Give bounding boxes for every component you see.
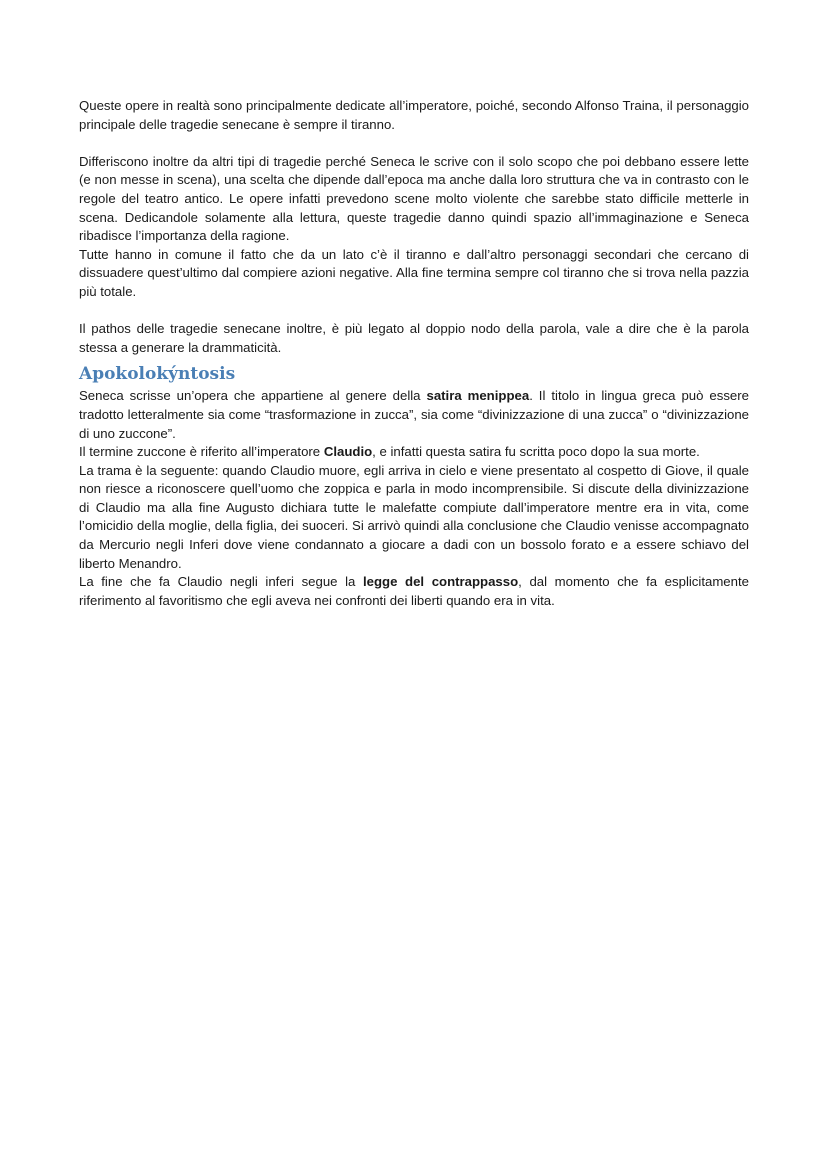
- paragraph-contrappasso: [79, 573, 749, 610]
- text-run: , e infatti questa satira fu scritta poco dopo la sua morte.: [372, 444, 700, 460]
- text-run: . Il titolo in lingua greca può essere tradotto letteralmente sia come “trasformazione in zucca”, sia come “divinizzazione di una zucca” o “divinizzazione di uno zuccone”.: [79, 388, 749, 441]
- text-run: Il termine zuccone è riferito all’imperatore: [79, 444, 324, 460]
- paragraph-differiscono: Differiscono inoltre da altri tipi di tragedie perché Seneca le scrive con il solo scopo che poi debbano essere lette (e non messe in scena), una scelta che dipende dall’epoca ma anche dalla loro struttura che va in contrasto con le regole del teatro antico. Le opere infatti prevedono scene molto violente che sarebbe stato difficile metterle in scena. Dedicandole solamente alla lettura, queste tragedie danno quindi spazio all’immaginazione e Seneca ribadisce l’importanza della ragione.: [79, 153, 749, 244]
- paragraph-pathos: Il pathos delle tragedie senecane inoltre, è più legato al doppio nodo della parola, vale a dire che è la parola stessa a generare la drammaticità.: [79, 321, 749, 355]
- paragraph-tiranno: Tutte hanno in comune il fatto che da un lato c’è il tiranno e dall’altro personaggi secondari che cercano di dissuadere quest’ultimo dal compiere azioni negative. Alla fine termina sempre col tiranno che si trova nella pazzia più totale.: [79, 246, 749, 299]
- text-run: , dal momento che fa esplicitamente riferimento al favoritismo che egli aveva nei confronti dei liberti quando era in vita.: [79, 574, 749, 608]
- bold-term-claudio: Claudio: [323, 444, 373, 460]
- paragraph-spacer: [79, 302, 749, 321]
- paragraph-spacer: [79, 134, 749, 153]
- bold-term-satira-menippea: satira menippea: [426, 388, 530, 404]
- document-page: [79, 97, 749, 610]
- paragraph-opere-imperatore: Queste opere in realtà sono principalmente dedicate all’imperatore, poiché, secondo Alfonso Traina, il personaggio principale delle tragedie senecane è sempre il tiranno.: [79, 98, 749, 132]
- paragraph-claudio: [79, 443, 749, 462]
- bold-term-legge-contrappasso: legge del contrappasso: [362, 574, 519, 590]
- section-heading-apokolokyntosis: Apokolokýntosis: [79, 364, 236, 385]
- text-run: La fine che fa Claudio negli inferi segue la: [79, 574, 363, 590]
- paragraph-trama: La trama è la seguente: quando Claudio muore, egli arriva in cielo e viene presentato al cospetto di Giove, il quale non riesce a riconoscere quell’uomo che zoppica e parla in modo incomprensibile. Si discute della divinizzazione di Claudio ma alla fine Augusto dichiara tutte le malefatte compiute dall’imperatore mentre era in vita, come l’omicidio della moglie, della figlia, dei suoceri. Si arrivò quindi alla conclusione che Claudio venisse accompagnato da Mercurio negli Inferi dove viene condannato a giocare a dadi con un bossolo forato e a essere schiavo del liberto Menandro.: [79, 462, 749, 571]
- paragraph-satira-menippea: [79, 387, 749, 443]
- text-run: Seneca scrisse un’opera che appartiene al genere della: [79, 388, 427, 404]
